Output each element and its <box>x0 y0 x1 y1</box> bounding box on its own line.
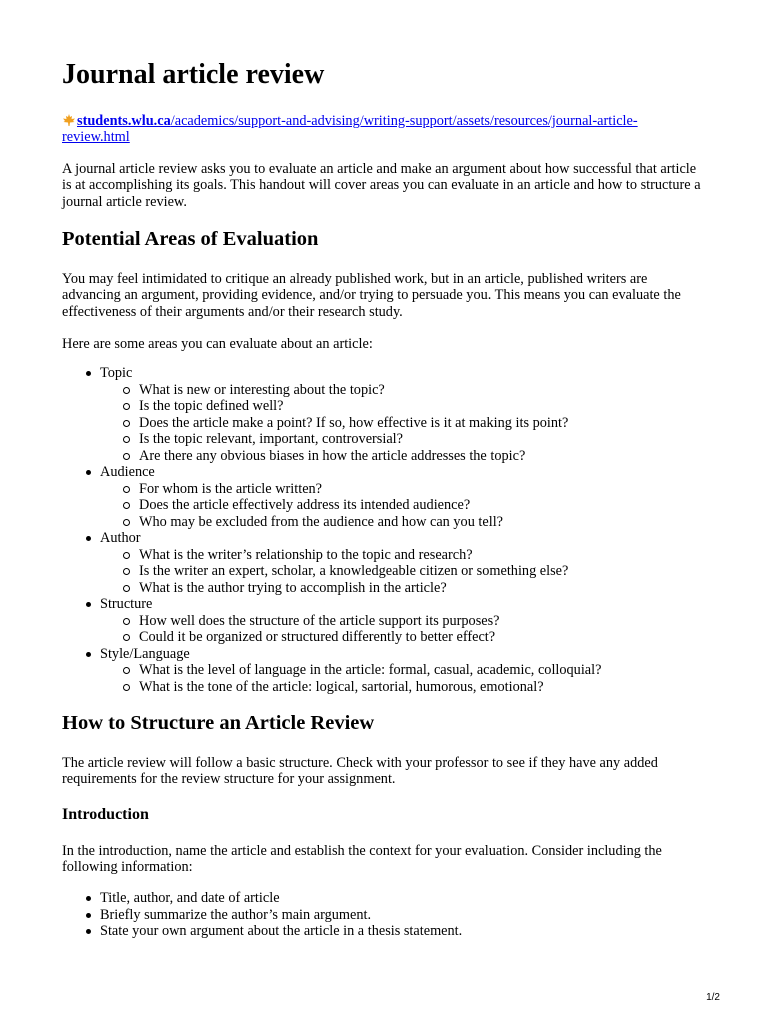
area-question-item <box>100 679 712 696</box>
circle-bullet-icon <box>123 502 130 509</box>
area-item <box>62 646 712 696</box>
bullet-icon <box>86 371 91 376</box>
source-link-line <box>62 113 702 146</box>
introduction-item <box>62 923 712 940</box>
area-question-text: Is the topic relevant, important, controversial? <box>139 431 404 447</box>
area-question-text: Who may be excluded from the audience and how can you tell? <box>139 513 504 530</box>
area-label: Audience <box>100 464 155 480</box>
area-label: Topic <box>100 365 133 381</box>
bullet-icon <box>86 470 91 475</box>
area-label: Structure <box>100 596 153 612</box>
section-heading-structure: How to Structure an Article Review <box>62 712 375 734</box>
area-question-text: Are there any obvious biases in how the article addresses the topic? <box>139 447 526 464</box>
area-question-item <box>100 481 712 498</box>
source-path: /academics/support-and-advising/writing-support/assets/resources/journal-article-review.html <box>62 113 638 146</box>
area-item <box>62 596 712 646</box>
page-number: 1/2 <box>706 992 720 1003</box>
evaluation-areas-list <box>62 365 712 695</box>
area-question-item <box>100 382 712 399</box>
evaluation-paragraph: You may feel intimidated to critique an already published work, but in an article, published writers are advancing an argument, providing evidence, and/or trying to persuade you. This means you can evaluate the effectiveness of their arguments and/or their research study. <box>62 271 681 320</box>
area-question-text: What is the author trying to accomplish in the article? <box>139 579 447 596</box>
introduction-item-text: Briefly summarize the author’s main argument. <box>100 906 372 923</box>
source-host: students.wlu.ca <box>77 113 171 129</box>
circle-bullet-icon <box>123 436 130 443</box>
circle-bullet-icon <box>123 634 130 641</box>
circle-bullet-icon <box>123 585 130 592</box>
bullet-icon <box>86 536 91 541</box>
introduction-paragraph: In the introduction, name the article and establish the context for your evaluation. Consider including the following information: <box>62 843 662 876</box>
introduction-items-list <box>62 890 712 940</box>
area-question-text: What is new or interesting about the topic? <box>139 381 385 398</box>
section-heading-evaluation: Potential Areas of Evaluation <box>62 228 319 250</box>
area-question-text: What is the tone of the article: logical, sartorial, humorous, emotional? <box>139 678 544 695</box>
introduction-item <box>62 907 712 924</box>
circle-bullet-icon <box>123 552 130 559</box>
area-question-text: How well does the structure of the article support its purposes? <box>139 612 500 629</box>
introduction-item-text: Title, author, and date of article <box>100 890 280 906</box>
circle-bullet-icon <box>123 519 130 526</box>
area-question-item <box>100 580 712 597</box>
circle-bullet-icon <box>123 618 130 625</box>
area-question-item <box>100 563 712 580</box>
circle-bullet-icon <box>123 453 130 460</box>
source-url-link[interactable] <box>62 113 638 145</box>
circle-bullet-icon <box>123 486 130 493</box>
area-question-text: Could it be organized or structured differently to better effect? <box>139 629 496 645</box>
area-question-text: Does the article make a point? If so, how effective is it at making its point? <box>139 414 569 431</box>
area-questions-list <box>100 662 712 695</box>
bullet-icon <box>86 602 91 607</box>
area-question-text: For whom is the article written? <box>139 480 323 497</box>
area-question-item <box>100 398 712 415</box>
area-question-item <box>100 448 712 465</box>
intro-paragraph: A journal article review asks you to evaluate an article and make an argument about how successful that article is at accomplishing its goals. This handout will cover areas you can evaluate in an article and how to structure a journal article review. <box>62 161 701 210</box>
page-title: Journal article review <box>62 59 325 90</box>
areas-intro-paragraph: Here are some areas you can evaluate about an article: <box>62 336 373 352</box>
area-question-text: What is the writer’s relationship to the topic and research? <box>139 546 473 563</box>
area-question-item <box>100 415 712 432</box>
area-question-text: Does the article effectively address its intended audience? <box>139 497 471 513</box>
bullet-icon <box>86 652 91 657</box>
area-question-item <box>100 629 712 646</box>
circle-bullet-icon <box>123 667 130 674</box>
area-question-item <box>100 662 712 679</box>
bullet-icon <box>86 929 91 934</box>
area-questions-list <box>100 382 712 465</box>
structure-paragraph: The article review will follow a basic structure. Check with your professor to see if they have any added requirements for the review structure for your assignment. <box>62 755 658 788</box>
area-label: Style/Language <box>100 645 190 662</box>
circle-bullet-icon <box>123 420 130 427</box>
area-question-text: Is the writer an expert, scholar, a knowledgeable citizen or something else? <box>139 563 569 579</box>
introduction-item-text: State your own argument about the article in a thesis statement. <box>100 923 463 939</box>
area-question-item <box>100 431 712 448</box>
area-item <box>62 530 712 596</box>
area-questions-list <box>100 613 712 646</box>
area-question-item <box>100 547 712 564</box>
area-question-item <box>100 497 712 514</box>
subheading-introduction: Introduction <box>62 806 149 823</box>
area-question-text: Is the topic defined well? <box>139 398 284 414</box>
circle-bullet-icon <box>123 568 130 575</box>
area-item <box>62 464 712 530</box>
maple-leaf-icon <box>62 114 76 126</box>
circle-bullet-icon <box>123 684 130 691</box>
bullet-icon <box>86 896 91 901</box>
introduction-item <box>62 890 712 907</box>
area-question-item <box>100 613 712 630</box>
area-item <box>62 365 712 464</box>
area-question-item <box>100 514 712 531</box>
circle-bullet-icon <box>123 403 130 410</box>
circle-bullet-icon <box>123 387 130 394</box>
area-question-text: What is the level of language in the article: formal, casual, academic, colloquial? <box>139 662 602 678</box>
bullet-icon <box>86 913 91 918</box>
area-questions-list <box>100 547 712 597</box>
area-label: Author <box>100 530 141 546</box>
area-questions-list <box>100 481 712 531</box>
